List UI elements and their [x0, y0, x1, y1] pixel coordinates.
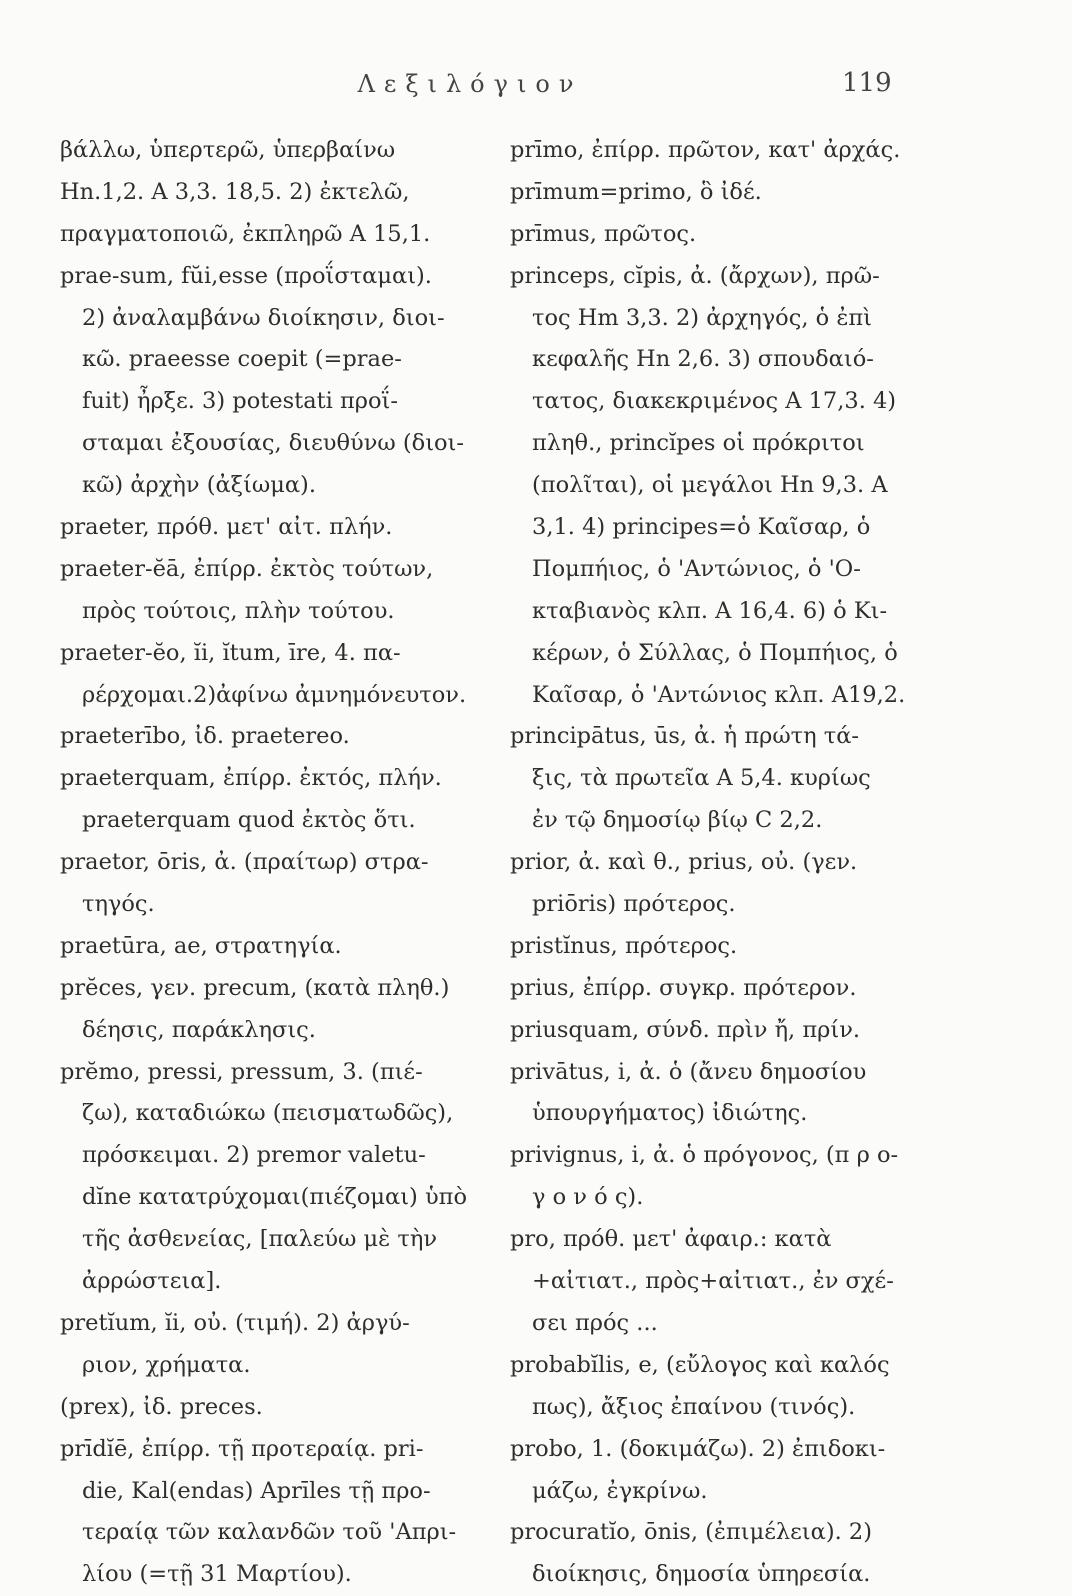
glossary-line: praeterquam quod ἐκτὸς ὅτι.	[82, 807, 416, 834]
right-column	[510, 130, 922, 1596]
glossary-line: principātus, ūs, ἀ. ἡ πρώτη τά-	[510, 723, 860, 750]
glossary-line: κεφαλῆς Hn 2,6. 3) σπουδαιό-	[532, 346, 874, 373]
glossary-line: κέρων, ὁ Σύλλας, ὁ Πομπήιος, ὁ	[532, 639, 898, 666]
glossary-line: priōris) πρότερος.	[532, 891, 736, 918]
glossary-line: πρόσκειμαι. 2) premor valetu-	[82, 1142, 426, 1169]
glossary-line: βάλλω, ὑπερτερῶ, ὑπερβαίνω	[60, 137, 396, 163]
glossary-line: (πολῖται), οἱ μεγάλοι Hn 9,3. A	[532, 472, 888, 499]
glossary-line: praeter-ĕā, ἐπίρρ. ἐκτὸς τούτων,	[60, 555, 434, 582]
glossary-line: prīmus, πρῶτος.	[510, 220, 697, 247]
glossary-line: praeter, πρόθ. μετ' αἰτ. πλήν.	[60, 514, 393, 541]
glossary-line: πως), ἄξιος ἐπαίνου (τινός).	[532, 1393, 856, 1420]
glossary-line: dĭne κατατρύχομαι(πιέζομαι) ὑπὸ	[82, 1184, 467, 1211]
glossary-line: prae-sum, fŭi,esse (προΐσταμαι).	[60, 262, 432, 289]
page-number: 119	[842, 68, 892, 98]
glossary-line: σει πρός ...	[532, 1309, 658, 1336]
glossary-line: praetor, ōris, ἀ. (πραίτωρ) στρα-	[60, 849, 429, 876]
glossary-line: ξις, τὰ πρωτεῖα A 5,4. κυρίως	[532, 765, 871, 792]
glossary-line: pro, πρόθ. μετ' ἀφαιρ.: κατὰ	[510, 1226, 832, 1253]
glossary-line: praetūra, ae, στρατηγία.	[60, 932, 342, 959]
glossary-line: pristĭnus, πρότερος.	[510, 932, 738, 959]
glossary-line: prĕmo, pressi, pressum, 3. (πιέ-	[60, 1058, 423, 1085]
glossary-line: ριον, χρήματα.	[82, 1351, 251, 1378]
glossary-line: τηγός.	[82, 891, 155, 918]
left-column	[60, 130, 488, 1596]
page-header	[0, 60, 1072, 110]
glossary-line: γ ο ν ό ς).	[532, 1184, 644, 1211]
glossary-line: λίου (=τῇ 31 Μαρτίου).	[82, 1561, 352, 1588]
glossary-line: (prex), ἰδ. preces.	[60, 1393, 263, 1420]
glossary-line: τος Hm 3,3. 2) ἀρχηγός, ὁ ἐπὶ	[532, 304, 873, 331]
glossary-line: prĕces, γεν. precum, (κατὰ πληθ.)	[60, 974, 450, 1001]
glossary-line: πρὸς τούτοις, πλὴν τούτου.	[82, 597, 395, 624]
glossary-line: 3,1. 4) principes=ὁ Καῖσαρ, ὁ	[532, 514, 871, 541]
glossary-line: fuit) ἦρξε. 3) potestati προΐ-	[82, 388, 398, 415]
glossary-line: Πομπήιος, ὁ 'Αντώνιος, ὁ 'Ο-	[532, 555, 861, 582]
glossary-line: ἀρρώστεια].	[82, 1268, 222, 1295]
glossary-line: procuratĭo, ōnis, (ἐπιμέλεια). 2)	[510, 1519, 872, 1546]
glossary-line: Καῖσαρ, ὁ 'Αντώνιος κλπ. A19,2.	[532, 681, 906, 708]
glossary-line: prior, ἀ. καὶ θ., prius, οὐ. (γεν.	[510, 849, 858, 876]
glossary-line: pretĭum, ĭi, οὐ. (τιμή). 2) ἀργύ-	[60, 1309, 410, 1336]
glossary-line: prīdĭē, ἐπίρρ. τῇ προτεραίᾳ. pri-	[60, 1435, 424, 1462]
glossary-line: princeps, cĭpis, ἀ. (ἄρχων), πρῶ-	[510, 262, 880, 289]
glossary-line: πληθ., princĭpes οἱ πρόκριτοι	[532, 430, 865, 457]
glossary-line: die, Kal(endas) Aprīles τῇ προ-	[82, 1477, 431, 1504]
glossary-line: σταμαι ἐξουσίας, διευθύνω (διοι-	[82, 430, 464, 457]
running-title: Λεξιλόγιον	[357, 70, 583, 98]
glossary-line: 2) ἀναλαμβάνω διοίκησιν, διοι-	[82, 304, 445, 331]
glossary-line: probabĭlis, e, (εὔλογος καὶ καλός	[510, 1351, 890, 1378]
glossary-line: privātus, i, ἀ. ὁ (ἄνευ δημοσίου	[510, 1058, 867, 1085]
glossary-line: +αἰτιατ., πρὸς+αἰτιατ., ἐν σχέ-	[532, 1268, 894, 1295]
glossary-line: ρέρχομαι.2)ἀφίνω ἀμνημόνευτον.	[82, 681, 467, 708]
glossary-line: τεραίᾳ τῶν καλανδῶν τοῦ 'Απρι-	[82, 1519, 457, 1546]
glossary-line: praeter-ĕo, ĭi, ĭtum, īre, 4. πα-	[60, 639, 401, 666]
glossary-line: πραγματοποιῶ, ἐκπληρῶ A 15,1.	[60, 220, 431, 247]
glossary-line: ὑπουργήματος) ἰδιώτης.	[532, 1100, 808, 1127]
glossary-line: μάζω, ἐγκρίνω.	[532, 1477, 708, 1504]
glossary-line: prius, ἐπίρρ. συγκρ. πρότερον.	[510, 974, 857, 1001]
glossary-line: prīmo, ἐπίρρ. πρῶτον, κατ' ἀρχάς.	[510, 137, 901, 163]
glossary-line: κῶ. praeesse coepit (=prae-	[82, 346, 402, 373]
glossary-line: Hn.1,2. A 3,3. 18,5. 2) ἐκτελῶ,	[60, 178, 410, 205]
glossary-line: ζω), καταδιώκω (πεισματωδῶς),	[82, 1100, 454, 1127]
glossary-line: privignus, i, ἀ. ὁ πρόγονος, (π ρ ο-	[510, 1142, 899, 1169]
glossary-line: κταβιανὸς κλπ. A 16,4. 6) ὁ Κι-	[532, 597, 888, 624]
glossary-line: κῶ) ἀρχὴν (ἀξίωμα).	[82, 472, 316, 499]
glossary-line: δέησις, παράκλησις.	[82, 1016, 316, 1043]
glossary-line: praeterquam, ἐπίρρ. ἐκτός, πλήν.	[60, 765, 442, 792]
glossary-line: διοίκησις, δημοσία ὑπηρεσία.	[532, 1561, 871, 1588]
glossary-line: probo, 1. (δοκιμάζω). 2) ἐπιδοκι-	[510, 1435, 886, 1462]
glossary-line: praeterībo, ἰδ. praetereo.	[60, 723, 350, 750]
glossary-line: prīmum=primo, ὃ ἰδέ.	[510, 178, 762, 205]
glossary-line: priusquam, σύνδ. πρὶν ἤ, πρίν.	[510, 1016, 861, 1043]
glossary-line: ἐν τῷ δημοσίῳ βίῳ C 2,2.	[532, 807, 823, 834]
glossary-line: τατος, διακεκριμένος A 17,3. 4)	[532, 388, 897, 415]
glossary-line: τῆς ἀσθενείας, [παλεύω μὲ τὴν	[82, 1226, 438, 1253]
